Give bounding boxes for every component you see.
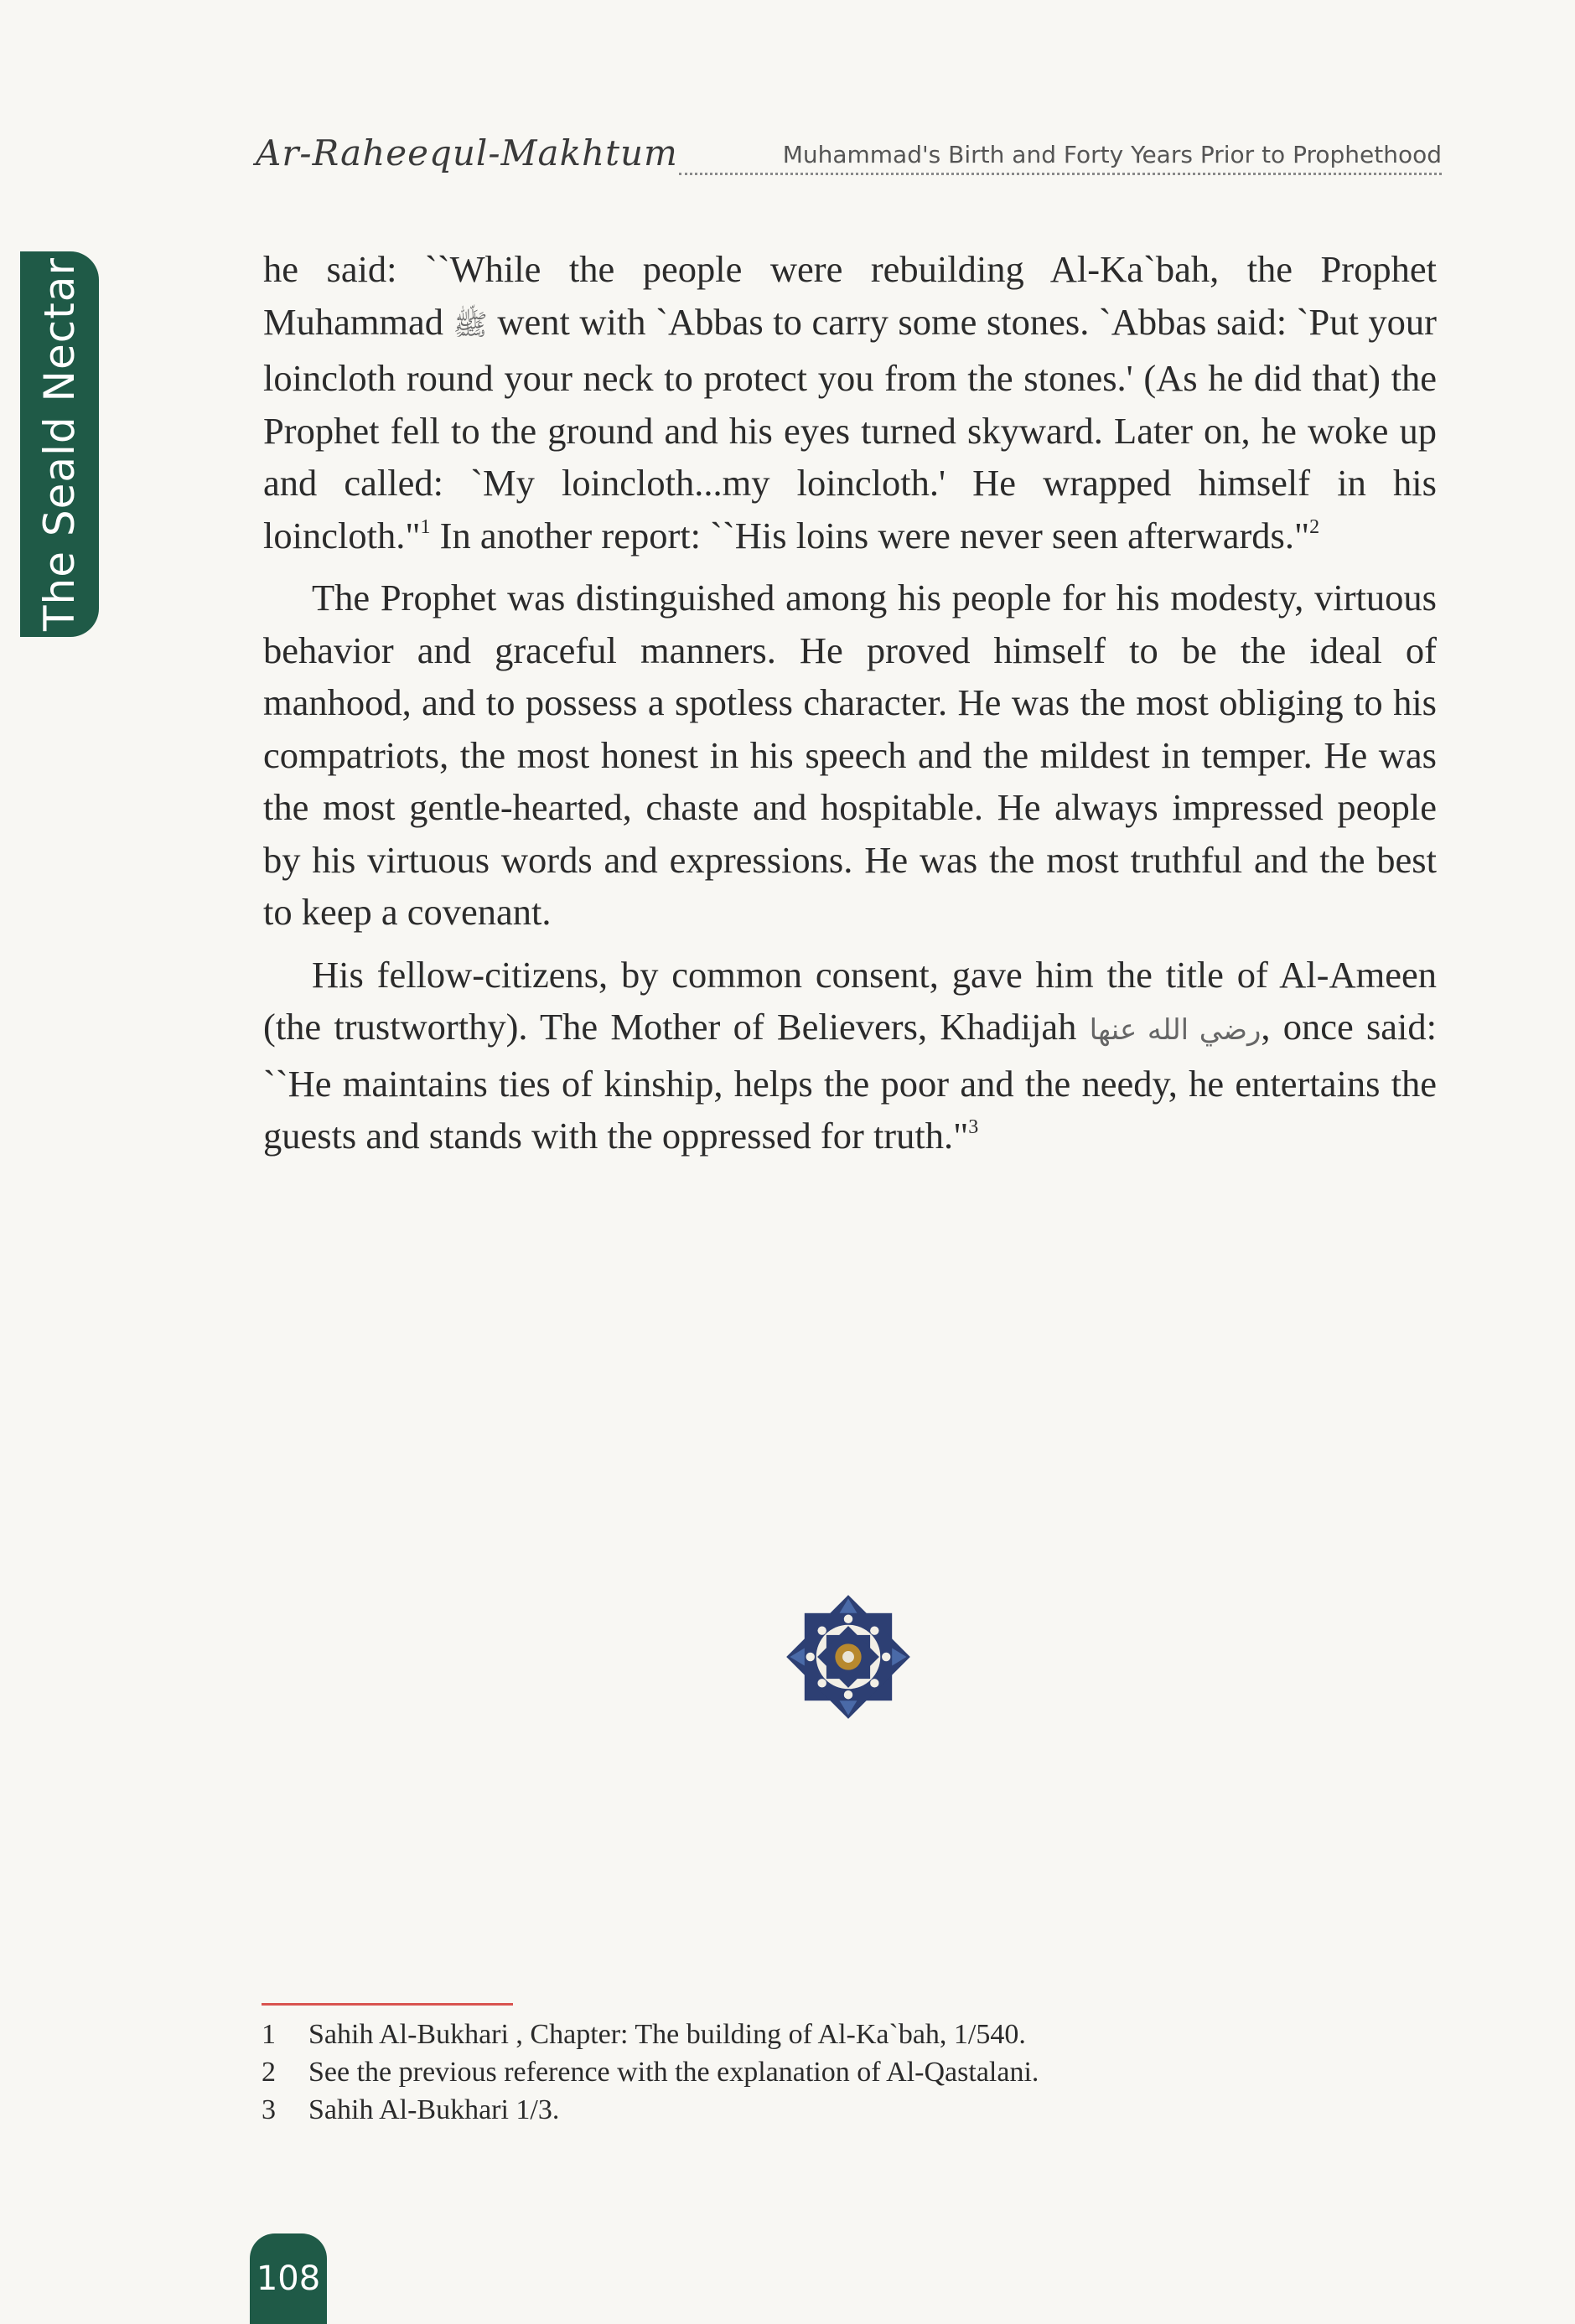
footnote-number: 1: [262, 2019, 276, 2050]
footnote-2: [262, 2053, 1435, 2091]
footnote-ref-1[interactable]: 1: [420, 515, 431, 538]
honorific-symbol: ﷺ: [453, 309, 488, 341]
footnote-number: 2: [262, 2057, 276, 2088]
footnote-3: [262, 2091, 1435, 2129]
footnote-text: Sahih Al-Bukhari , Chapter: The building of Al-Ka`bah, 1/540.: [308, 2019, 1026, 2050]
body-text: [263, 243, 1437, 1172]
book-title: Ar-Raheequl-Makhtum: [256, 132, 678, 173]
paragraph-3-part-1: His fellow-citizens, by common consent, gave him the title of Al-Ameen (the trustworthy). The Mother of Believers, Khadijah: [263, 953, 1437, 1048]
honorific-symbol-khadijah: رضي الله عنها: [1089, 1015, 1262, 1046]
footnotes: [262, 2016, 1435, 2129]
islamic-rosette-ornament-icon: [775, 1584, 921, 1730]
footnote-number: 3: [262, 2094, 276, 2125]
footnote-ref-2[interactable]: 2: [1309, 515, 1320, 538]
paragraph-2: The Prophet was distinguished among his people for his modesty, virtuous behavior and graceful manners. He proved himself to be the ideal of manhood, and to possess a spotless character. He was the most obliging to his compatriots, the most honest in his speech and the mildest in temper. He was the most gentle-hearted, chaste and hospitable. He always impressed people by his virtuous words and expressions. He was the most truthful and the best to keep a covenant.: [263, 577, 1437, 933]
footnote-text: Sahih Al-Bukhari 1/3.: [308, 2094, 560, 2125]
footnote-1: [262, 2016, 1435, 2053]
paragraph-1-part-2: went with `Abbas to carry some stones. `Abbas said: `Put your loincloth round your neck to protect you from the stones.' (As he did that) the Prophet fell to the ground and his eyes turned skyward. Later on, he woke up and called: `My loincloth...my loincloth.' He wrapped himself in his loincloth.": [263, 300, 1437, 556]
header-dotted-rule: [679, 173, 1442, 175]
page-number-tab: [250, 2233, 327, 2324]
chapter-title: Muhammad's Birth and Forty Years Prior to Prophethood: [782, 141, 1442, 168]
paragraph-1-part-3: In another report: ``His loins were never seen afterwards.": [430, 514, 1310, 556]
paragraph-3: [263, 949, 1437, 1162]
footnote-text: See the previous reference with the explanation of Al-Qastalani.: [308, 2057, 1039, 2088]
paragraph-1: [263, 243, 1437, 562]
side-tab-label: The Seald Nectar: [35, 256, 85, 632]
side-tab-label-wrap: [20, 251, 99, 637]
page-number: 108: [256, 2259, 321, 2298]
footnote-separator: [262, 2003, 513, 2006]
footnote-ref-3[interactable]: 3: [968, 1116, 979, 1138]
paragraph-3-part-2: , once said: ``He maintains ties of kinship, helps the poor and the needy, he entertains the guests and stands with the oppressed for truth.": [263, 1006, 1437, 1157]
paragraph-1-part-1: he said: ``While the people were rebuilding Al-Ka`bah, the Prophet Muhammad: [263, 248, 1437, 343]
running-header: [256, 126, 1442, 184]
